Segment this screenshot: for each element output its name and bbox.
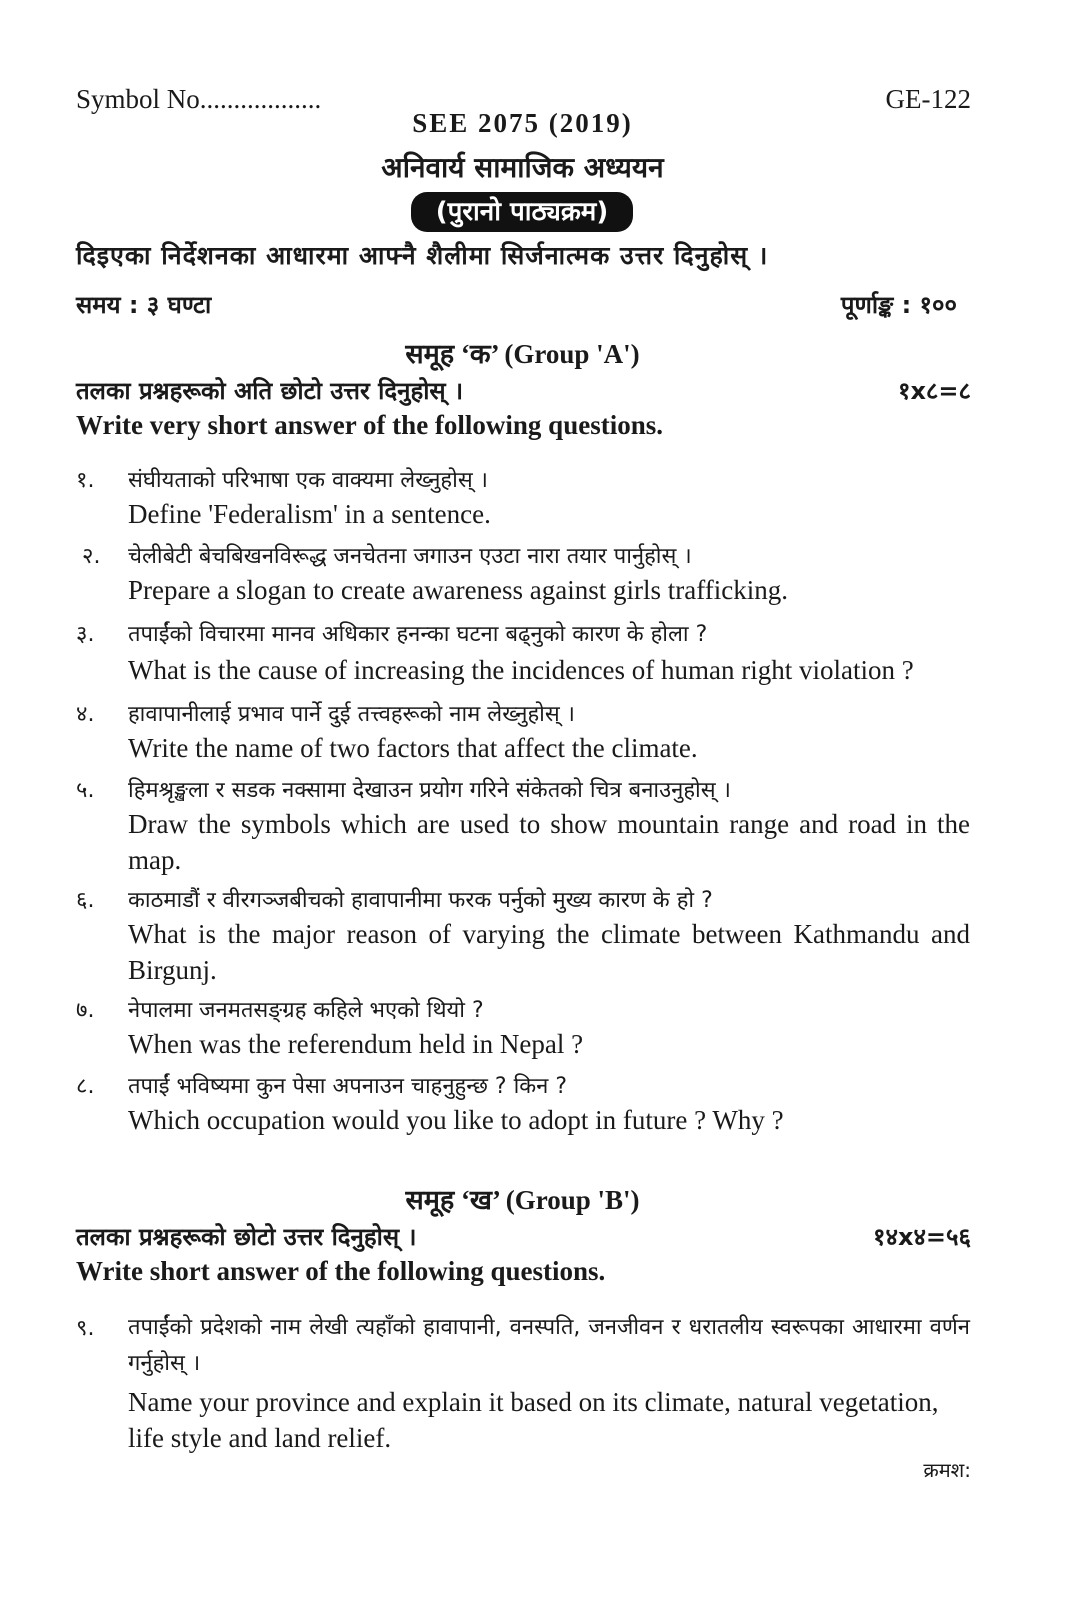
question-number: ६. (76, 888, 95, 913)
question-number: १. (76, 468, 95, 493)
question-nepali: संघीयताको परिभाषा एक वाक्यमा लेख्नुहोस् । (128, 468, 489, 493)
question-english: Draw the symbols which are used to show mountain range and road in the map. (128, 809, 970, 875)
question-english: What is the cause of increasing the incidences of human right violation ? (128, 655, 914, 685)
question-number: ३. (76, 622, 95, 647)
subject-title: अनिवार्य सामाजिक अध्ययन (381, 151, 664, 184)
group-b-heading: समूह ‘ख’ (Group 'B') (405, 1185, 640, 1215)
group-b-marks: १४x४=५६ (873, 1223, 971, 1251)
question-english: Which occupation would you like to adopt in future ? Why ? (128, 1105, 784, 1135)
question-number: २. (82, 544, 101, 569)
general-instruction: दिइएका निर्देशनका आधारमा आफ्नै शैलीमा सिर्जनात्मक उत्तर दिनुहोस् । (76, 241, 769, 270)
question-nepali: हिमश्रृङ्खला र सडक नक्सामा देखाउन प्रयोग गरिने संकेतको चित्र बनाउनुहोस् । (128, 778, 731, 803)
group-a-instruction-english: Write very short answer of the following questions. (76, 410, 663, 440)
symbol-number-field: Symbol No.................. (76, 84, 322, 114)
question-number: ७. (76, 998, 95, 1023)
exam-title: SEE 2075 (2019) (412, 108, 633, 138)
question-number: ५. (76, 778, 95, 803)
question-english: Prepare a slogan to create awareness against girls trafficking. (128, 575, 788, 605)
time-allowed: समय : ३ घण्टा (76, 291, 212, 319)
question-number: ९. (76, 1316, 95, 1341)
question-nepali: नेपालमा जनमतसङ्ग्रह कहिले भएको थियो ? (128, 998, 484, 1023)
full-marks: पूर्णाङ्क : १०० (840, 291, 957, 319)
question-nepali: तपाईंको प्रदेशको नाम लेखी त्यहाँको हावापानी, वनस्पति, जनजीवन र धरातलीय स्वरूपका आधारमा वर्णन गर्नुहोस् । (128, 1315, 970, 1376)
continued-label: क्रमश: (923, 1458, 971, 1482)
question-english: When was the referendum held in Nepal ? (128, 1029, 584, 1059)
group-a-heading: समूह ‘क’ (Group 'A') (405, 339, 640, 369)
group-a-marks: १x८=८ (897, 377, 971, 405)
question-nepali: हावापानीलाई प्रभाव पार्ने दुई तत्त्वहरूको नाम लेख्नुहोस् । (128, 702, 576, 727)
question-english: What is the major reason of varying the climate between Kathmandu and Birgunj. (128, 919, 970, 985)
group-a-instruction-nepali: तलका प्रश्नहरूको अति छोटो उत्तर दिनुहोस् । (76, 377, 464, 405)
question-number: ४. (76, 702, 95, 727)
group-b-instruction-english: Write short answer of the following questions. (76, 1256, 606, 1286)
group-b-instruction-nepali: तलका प्रश्नहरूको छोटो उत्तर दिनुहोस् । (76, 1223, 417, 1251)
question-nepali: चेलीबेटी बेचबिखनविरूद्ध जनचेतना जगाउन एउटा नारा तयार पार्नुहोस् । (128, 544, 692, 569)
question-english: Write the name of two factors that affect the climate. (128, 733, 698, 763)
question-nepali: तपाईंको विचारमा मानव अधिकार हनन्का घटना बढ्नुको कारण के होला ? (128, 622, 708, 647)
curriculum-badge: (पुरानो पाठ्यक्रम) (411, 192, 633, 232)
paper-code: GE-122 (885, 84, 971, 114)
question-english: Define 'Federalism' in a sentence. (128, 499, 491, 529)
question-nepali: काठमाडौं र वीरगञ्जबीचको हावापानीमा फरक पर्नुको मुख्य कारण के हो ? (128, 888, 713, 913)
question-number: ८. (76, 1074, 95, 1099)
question-nepali: तपाईं भविष्यमा कुन पेसा अपनाउन चाहनुहुन्छ ? किन ? (128, 1074, 568, 1099)
question-english: Name your province and explain it based on its climate, natural vegetation, life style and land relief. (128, 1387, 939, 1453)
